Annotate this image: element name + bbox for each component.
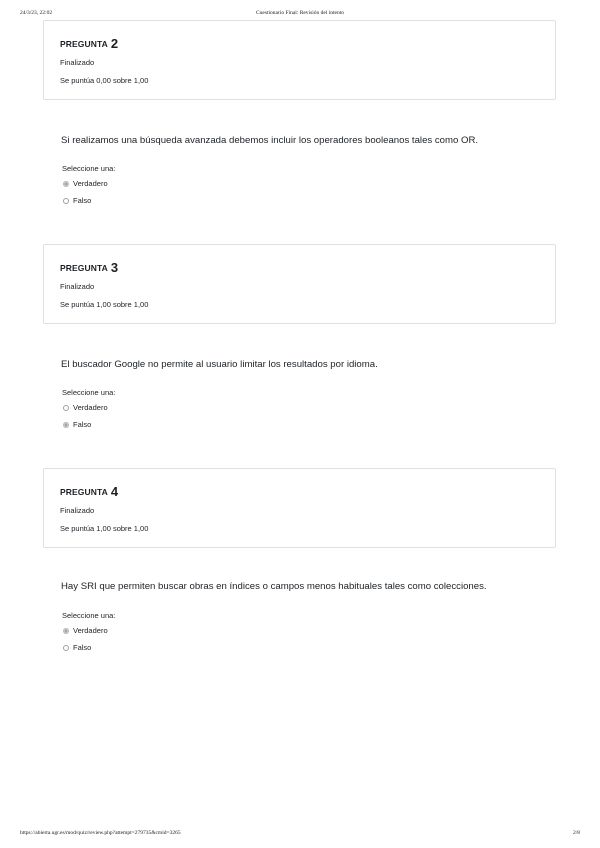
radio-selected-icon[interactable] [63,181,69,187]
question-text: Si realizamos una búsqueda avanzada debemos incluir los operadores booleanos tales como OR. [61,135,479,146]
question-number [60,483,118,498]
question-state: Finalizado [60,506,95,515]
question-text: Hay SRI que permiten buscar obras en índices o campos menos habituales tales como colecciones. [61,581,487,592]
radio-unselected-icon[interactable] [63,405,69,411]
question-info-box [43,244,556,324]
document-title: Cuestionario Final: Revisión del intento [256,10,344,16]
answer-prompt: Seleccione una: [62,388,116,397]
answer-option-label: Verdadero [73,626,108,635]
question-label: PREGUNTA [60,263,108,273]
answer-prompt: Seleccione una: [62,164,116,173]
question-grade: Se puntúa 1,00 sobre 1,00 [60,524,149,533]
question-number [60,259,118,274]
question-grade: Se puntúa 1,00 sobre 1,00 [60,300,149,309]
answer-option-label: Falso [73,196,92,205]
question-text: El buscador Google no permite al usuario limitar los resultados por idioma. [61,359,378,370]
question-number-value: 4 [110,484,119,499]
page-url: https://abierta.ugr.es/mod/quiz/review.php?attempt=279735&cmid=3265 [20,830,181,836]
radio-unselected-icon[interactable] [63,198,69,204]
answer-option-label: Verdadero [73,403,108,412]
question-label: PREGUNTA [60,39,108,49]
answer-option-label: Falso [73,420,92,429]
question-state: Finalizado [60,282,95,291]
question-number-value: 3 [110,260,119,275]
question-number [60,35,118,50]
question-state: Finalizado [60,58,95,67]
answer-option-label: Falso [73,643,92,652]
radio-unselected-icon[interactable] [63,645,69,651]
answer-option-label: Verdadero [73,179,108,188]
print-datetime: 24/3/23, 22:02 [20,10,53,16]
radio-selected-icon[interactable] [63,628,69,634]
question-info-box [43,20,556,100]
question-label: PREGUNTA [60,487,108,497]
question-grade: Se puntúa 0,00 sobre 1,00 [60,76,149,85]
question-info-box [43,468,556,548]
question-number-value: 2 [110,36,119,51]
answer-prompt: Seleccione una: [62,611,116,620]
radio-selected-icon[interactable] [63,422,69,428]
page-number: 2/8 [572,830,580,836]
